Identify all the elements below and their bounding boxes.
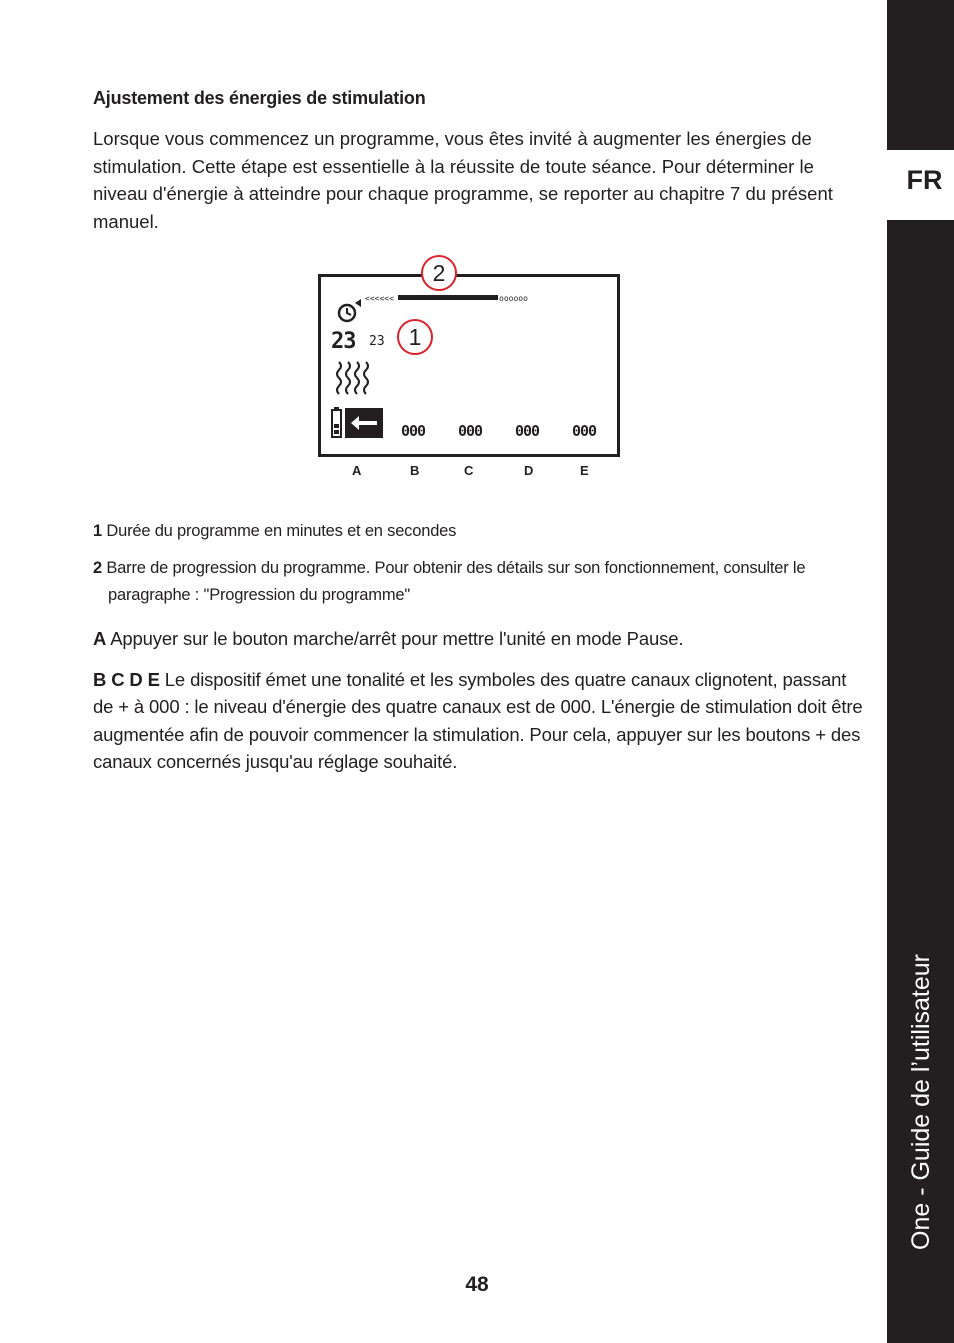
note-text: Durée du programme en minutes et en secondes: [106, 522, 457, 540]
note-number: 1: [93, 522, 102, 540]
channel-label-e: E: [580, 463, 589, 478]
instruction-text: Le dispositif émet une tonalité et les symboles des quatre canaux clignotent, passant de + à 000 : le niveau d'énergie des quatre canaux est de 000. L'énergie de stimulation doit être augmentée afin de pouvoir commencer la stimulation. Pour cela, appuyer sur les boutons + des canaux concernés jusqu'au réglage souhaité.: [93, 668, 863, 772]
instructions: [93, 625, 868, 789]
main-content: [93, 88, 863, 235]
arrow-left-icon: [345, 408, 383, 438]
instruction-text: Appuyer sur le bouton marche/arrêt pour mettre l'unité en mode Pause.: [110, 628, 684, 649]
channel-d-value: 000: [515, 422, 540, 440]
progress-bar-remaining: oooooo: [499, 294, 528, 303]
instruction-key: A: [93, 628, 107, 649]
timer-minutes: 23: [331, 329, 356, 354]
progress-bar: [365, 294, 528, 303]
note-item: [93, 555, 863, 609]
instruction-item: [93, 625, 868, 653]
progress-bar-fill: [398, 295, 498, 300]
lcd-screen: [318, 274, 620, 457]
instruction-item: [93, 666, 868, 776]
battery-icon: [332, 407, 341, 437]
channel-c-value: 000: [458, 422, 483, 440]
lcd-graphic: [321, 277, 617, 454]
callout-2: 2: [421, 255, 457, 291]
channel-e-value: 000: [572, 422, 597, 440]
channel-label-b: B: [410, 463, 420, 478]
channel-b-value: 000: [401, 422, 426, 440]
figure-notes: [93, 518, 863, 619]
callout-1: 1: [397, 319, 433, 355]
note-item: [93, 518, 863, 545]
intro-paragraph: Lorsque vous commencez un programme, vous êtes invité à augmenter les énergies de stimulation. Cette étape est essentielle à la réussite de toute séance. Pour déterminer le niveau d'énergie à atteindre pour chaque programme, se reporter au chapitre 7 du présent manuel.: [93, 128, 833, 232]
timer-seconds: 23: [369, 334, 385, 349]
page-number: 48: [465, 1273, 489, 1296]
channel-label-c: C: [464, 463, 474, 478]
instruction-key: B C D E: [93, 668, 160, 690]
section-title: Ajustement des énergies de stimulation: [93, 88, 426, 108]
channel-label-a: A: [352, 463, 362, 478]
wave-icon: [337, 362, 368, 394]
note-number: 2: [93, 559, 102, 577]
channel-label-d: D: [524, 463, 534, 478]
progress-bar-start: <<<<<<: [365, 294, 394, 303]
language-tab-label: FR: [906, 165, 943, 195]
clock-icon: [339, 299, 361, 321]
side-title: One - Guide de l’utilisateur: [907, 954, 935, 1250]
note-text: Barre de progression du programme. Pour obtenir des détails sur son fonctionnement, consulter le paragraphe : "Progression du programme": [106, 559, 806, 604]
lcd-figure: [318, 255, 620, 485]
